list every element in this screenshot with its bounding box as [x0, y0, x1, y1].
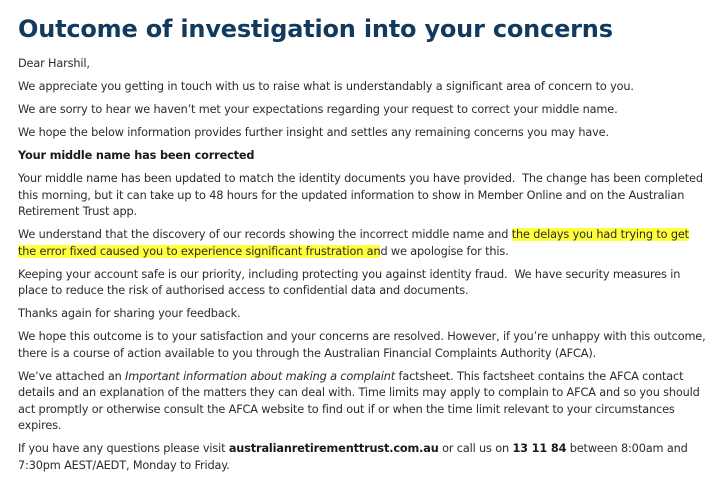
paragraph-contact [18, 441, 708, 474]
paragraph-understanding [18, 227, 708, 260]
paragraph-name-updated: Your middle name has been updated to match the identity documents you have provided. The change has been completed this morning, but it can take up to 48 hours for the updated information to show in Member Online and on the Australian Retirement Trust app. [18, 172, 703, 218]
paragraph-afca-option: We hope this outcome is to your satisfaction and your concerns are resolved. However, if you’re unhappy with this outcome, there is a course of action available to you through the Australian Financial Complaints Authority (AFCA). [18, 330, 706, 360]
website-link[interactable]: australianretirementtrust.com.au [228, 442, 439, 455]
highlighted-text: the delays you had trying to get the error fixed caused you to experience significant frustration an [18, 228, 689, 258]
paragraph-further-insight: We hope the below information provides further insight and settles any remaining concerns you may have. [18, 126, 609, 139]
paragraph-factsheet [18, 369, 708, 435]
factsheet-title: Important information about making a complaint [125, 369, 396, 383]
paragraph-appreciation: We appreciate you getting in touch with us to raise what is understandably a significant area of concern to you. [18, 80, 634, 93]
factsheet-text-after: factsheet. This factsheet contains the AFCA contact details and an explanation of the matters they can deal with. Time limits may apply to complain to AFCA and so you should act promptly or otherwise consult the AFCA website to find out if or when the time limit relevant to your circumstances expires. [18, 369, 700, 432]
greeting: Dear Harshil, [18, 57, 90, 70]
paragraph-account-safety: Keeping your account safe is our priority, including protecting you against identity fraud. We have security measures in place to reduce the risk of authorised access to confidential data and documents. [18, 267, 681, 297]
contact-text-after: between 8:00am and 7:30pm AEST/AEDT, Monday to Friday. [18, 442, 688, 472]
paragraph-apology: We are sorry to hear we haven’t met your expectations regarding your request to correct your middle name. [18, 103, 618, 116]
understanding-text-after: d we apologise for this. [380, 244, 509, 258]
phone-number: 13 11 84 [512, 442, 567, 455]
contact-text-before: If you have any questions please visit [18, 442, 229, 455]
understanding-text-before: We understand that the discovery of our records showing the incorrect middle name and [18, 228, 512, 241]
section-heading: Your middle name has been corrected [18, 149, 255, 162]
contact-text-middle: or call us on [438, 442, 513, 455]
paragraph-thanks: Thanks again for sharing your feedback. [18, 307, 241, 320]
factsheet-text-before: We’ve attached an [18, 369, 126, 383]
page-title: Outcome of investigation into your concerns [18, 15, 613, 43]
